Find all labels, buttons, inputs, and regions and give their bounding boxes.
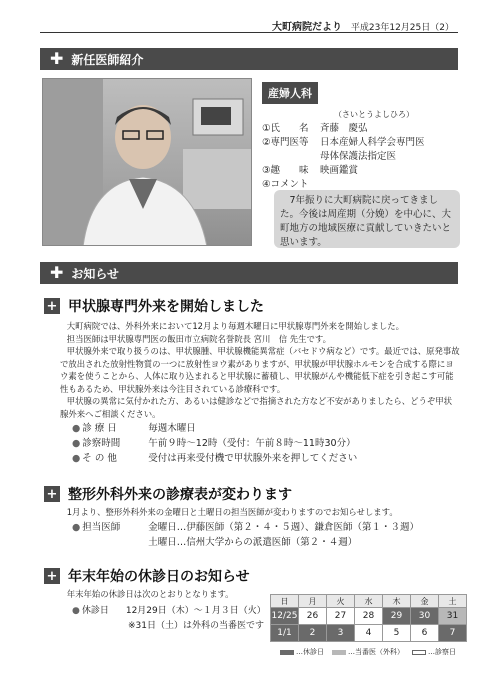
holiday-calendar [270,594,467,642]
plus-icon: + [44,298,60,314]
detail-value: 午前９時～12時（受付：午前８時～11時30分） [148,438,356,449]
bullet-icon: ● [72,423,81,434]
detail-row [72,619,266,634]
profile-key [262,150,320,164]
legend-label: …当番医（外科） [348,648,404,656]
profile-row [262,136,462,150]
detail-value: 受付は再来受付機で甲状腺外来を押してください [148,453,358,464]
date-cell: 7 [439,625,467,642]
paragraph: 担当医師は甲状腺専門医の飯田市立病院名誉院長 宮川 信 先生です。 [66,333,331,344]
page-header [272,18,454,33]
heading-text: 年末年始の休診日のお知らせ [68,569,250,585]
detail-row [72,604,266,619]
bullet-icon: ● [72,438,81,449]
paragraph: 甲状腺外来で取り扱うのは、甲状腺腫、甲状腺機能異常症（バセドウ病など）です。最近では、原発事故で放出された放射性物質の一つに放射性ヨウ素がありますが、甲状腺が甲状腺ホルモンを合成する際にヨウ素を使うことから、人体に取り込まれると甲状腺に蓄積し、甲状腺がんや機能低下症を引き起こす可能性もあるため、甲状腺外来は今注目されている診療科です。 [60,346,460,394]
notice-heading-thyroid [44,296,264,316]
name-furigana: （さいとうよしひろ） [334,110,414,119]
section-bar-new-doctor [40,48,458,70]
weekday-cell: 木 [383,595,411,608]
date-cell: 31 [439,608,467,625]
date-cell: 12/25 [271,608,299,625]
notice-heading-holidays [44,566,250,586]
paragraph: 甲状腺の異常に気付かれた方、あるいは健診などで指摘された方など不安がありましたら、どうぞ甲状腺外来へご相談ください。 [60,396,452,419]
weekday-cell: 火 [327,595,355,608]
section-title: お知らせ [71,266,120,281]
profile-row [262,164,462,178]
weekday-cell: 日 [271,595,299,608]
section-bar-notices [40,262,458,284]
profile-key: ④コメント [262,179,309,190]
weekday-cell: 金 [411,595,439,608]
profile-row [262,122,462,136]
calendar-legend [280,647,456,657]
plus-icon: + [44,486,60,502]
profile-value: 斉藤 慶弘 [320,123,368,134]
detail-value: 12月29日（木）～１月３日（火） [125,606,266,616]
legend-label: …診察日 [428,648,456,656]
doctor-comment: 7年振りに大町病院に戻ってきました。今後は周産期（分娩）を中心に、大町地方の地域医療に貢献していきたいと思います。 [274,190,460,248]
detail-row [72,436,357,451]
detail-value: 土曜日…信州大学からの派遣医師（第２・４週） [148,537,358,548]
legend-item [280,647,324,657]
profile-value: 映画鑑賞 [320,165,359,176]
detail-key: 診察時間 [82,438,121,449]
weekday-cell: 水 [355,595,383,608]
profile-key: ①氏 名 [262,123,309,134]
detail-key: 担当医師 [82,522,121,533]
section-title: 新任医師紹介 [71,52,144,67]
weekday-cell: 月 [299,595,327,608]
date-cell: 28 [355,608,383,625]
date-cell: 2 [299,625,327,642]
detail-key: そ の 他 [82,453,117,464]
detail-row [72,520,419,535]
detail-key-spacer [82,535,148,550]
heading-text: 甲状腺専門外来を開始しました [68,299,264,315]
department-label: 産婦人科 [262,82,318,104]
bullet-icon: ● [72,453,81,464]
indent-spacer [72,619,128,634]
calendar-row [271,608,467,625]
profile-key: ③趣 味 [262,165,309,176]
date-cell: 27 [327,608,355,625]
plus-icon: ✚ [50,263,64,282]
orthopedics-details [72,520,419,550]
profile-value: 母体保護法指定医 [320,151,397,162]
profile-value: 日本産婦人科学会専門医 [320,137,425,148]
notice-body-thyroid [60,320,460,420]
weekday-cell: 土 [439,595,467,608]
detail-key: 診 療 日 [82,423,117,434]
bullet-icon: ● [72,522,81,533]
paragraph: 大町病院では、外科外来において12月より毎週木曜日に甲状腺専門外来を開始しました。 [66,321,404,331]
plus-icon: + [44,568,60,584]
date-cell: 4 [355,625,383,642]
detail-row [72,535,419,550]
legend-item [412,647,456,657]
detail-value: 金曜日…伊藤医師（第２・４・５週）、鎌倉医師（第１・３週） [148,522,420,533]
holiday-details [72,604,266,634]
doctor-photo [42,78,252,246]
detail-row [72,421,357,436]
date-cell: 30 [411,608,439,625]
detail-note: ※31日（土）は外科の当番医です [128,621,264,631]
plus-icon: ✚ [50,49,64,68]
doctor-profile [262,108,462,192]
profile-row [262,150,462,164]
date-cell: 29 [383,608,411,625]
profile-key: ②専門医等 [262,137,309,148]
header-divider [40,32,458,33]
issue-date: 平成23年12月25日（2） [350,23,454,33]
notice-heading-orthopedics [44,484,292,504]
thyroid-details [72,421,357,466]
heading-text: 整形外科外来の診療表が変わります [68,487,292,503]
calendar-header-row [271,595,467,608]
notice-body-orthopedics [60,506,460,519]
bullet-icon: ● [72,606,80,616]
paragraph: 1月より、整形外科外来の金曜日と土曜日の担当医師が変わりますのでお知らせします。 [66,507,398,517]
notice-body-holidays [60,588,260,601]
date-cell: 3 [327,625,355,642]
date-cell: 26 [299,608,327,625]
detail-value: 毎週木曜日 [148,423,196,434]
detail-row [72,451,357,466]
detail-key: 休診日 [81,606,109,616]
calendar-row [271,625,467,642]
legend-item [332,647,404,657]
paragraph: 年末年始の休診日は次のとおりとなります。 [66,589,234,599]
newsletter-title: 大町病院だより [272,22,343,33]
date-cell: 6 [411,625,439,642]
date-cell: 5 [383,625,411,642]
date-cell: 1/1 [271,625,299,642]
legend-label: …休診日 [296,648,324,656]
